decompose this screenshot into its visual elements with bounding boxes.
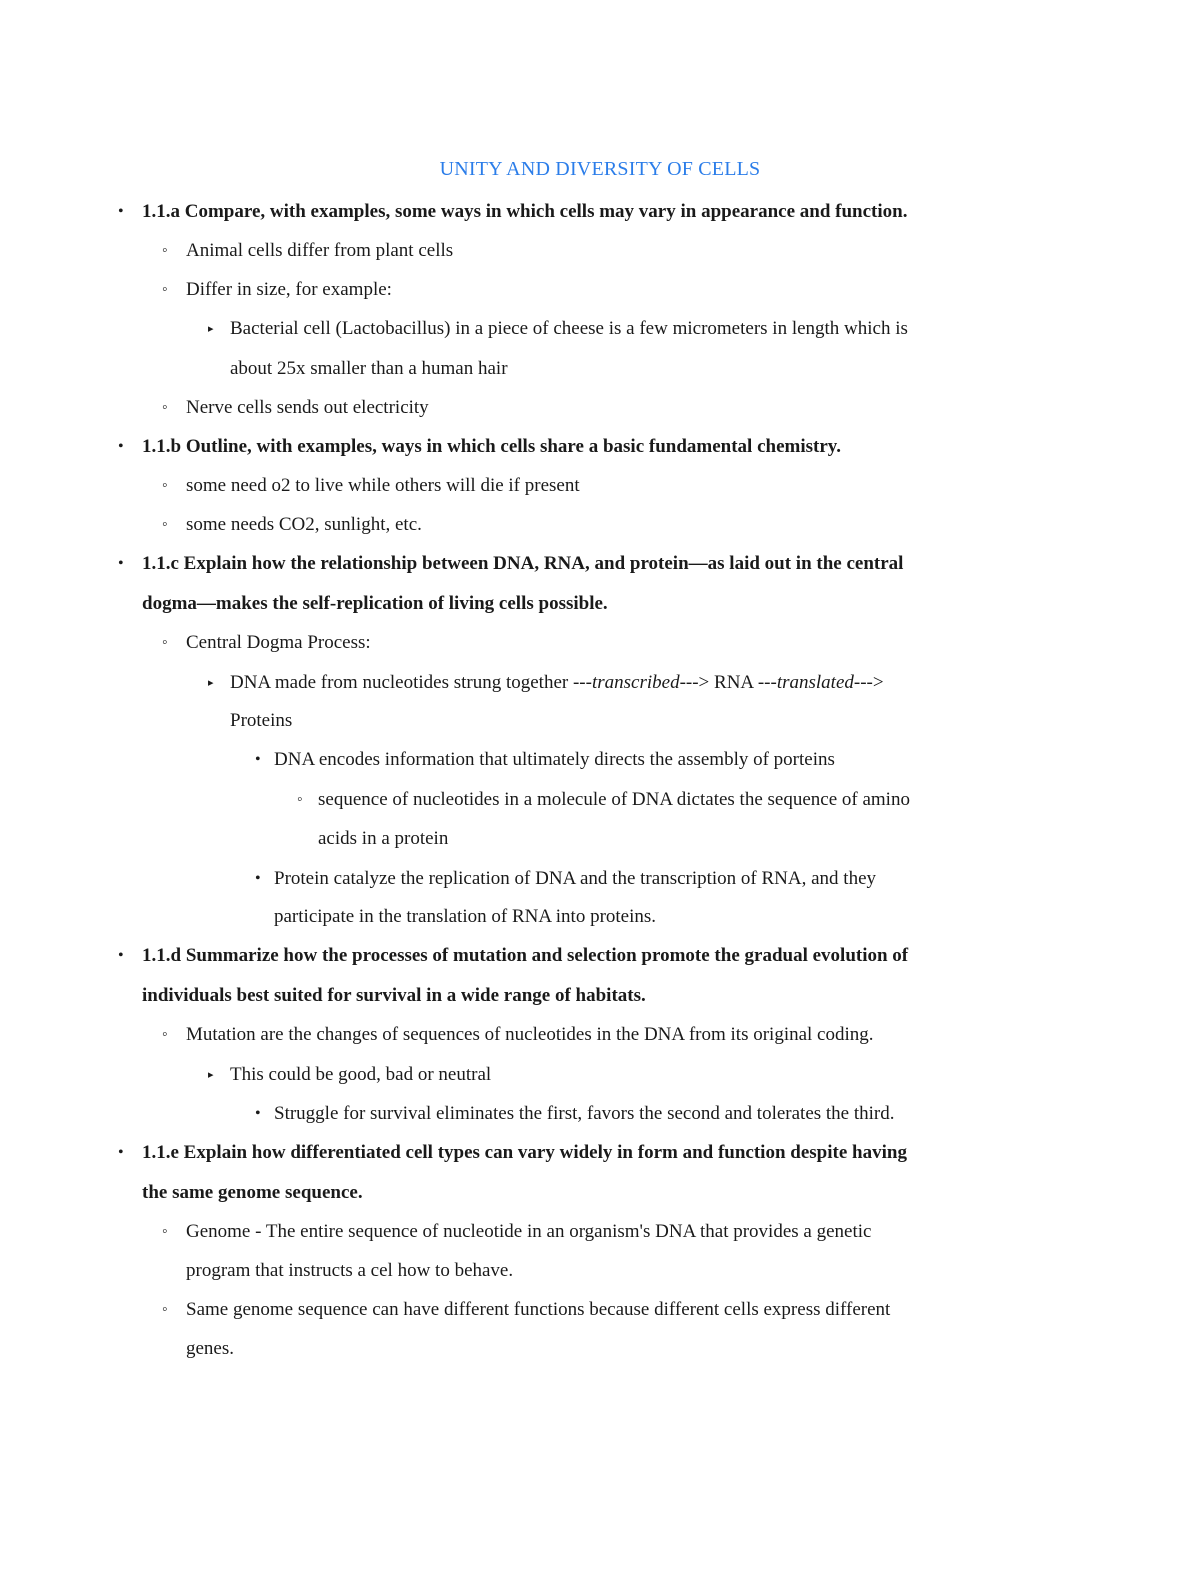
section-b-heading: 1.1.b Outline, with examples, ways in which cells share a basic fundamental chemistry. (142, 436, 841, 457)
document-title: UNITY AND DIVERSITY OF CELLS (439, 158, 761, 180)
list-item-continuation: genes. (186, 1338, 235, 1359)
section-d-heading-continuation: individuals best suited for survival in a wide range of habitats. (142, 985, 646, 1006)
list-item (230, 671, 884, 695)
triangle-bullet-icon: ▸ (208, 677, 214, 689)
circle-bullet-icon: ◦ (297, 791, 303, 808)
circle-bullet-icon: ◦ (162, 1026, 168, 1043)
circle-bullet-icon: ◦ (162, 242, 168, 259)
dogma-text-part: ---> RNA --- (679, 672, 777, 693)
list-item-continuation: Proteins (230, 710, 293, 731)
bullet-icon: • (118, 438, 124, 455)
circle-bullet-icon: ◦ (162, 1223, 168, 1240)
list-item: some need o2 to live while others will die if present (186, 475, 580, 496)
bullet-icon: • (255, 751, 261, 768)
translated-term: translated (776, 672, 854, 693)
list-item: Same genome sequence can have different functions because different cells express different (186, 1299, 891, 1320)
section-c-heading: 1.1.c Explain how the relationship between DNA, RNA, and protein—as laid out in the central (142, 553, 904, 574)
list-item-continuation: participate in the translation of RNA into proteins. (274, 906, 657, 927)
circle-bullet-icon: ◦ (162, 281, 168, 298)
list-item: sequence of nucleotides in a molecule of DNA dictates the sequence of amino (318, 789, 910, 810)
list-item: Genome - The entire sequence of nucleotide in an organism's DNA that provides a genetic (186, 1221, 872, 1242)
list-item: This could be good, bad or neutral (230, 1064, 492, 1085)
bullet-icon: • (118, 555, 124, 572)
list-item: Nerve cells sends out electricity (186, 397, 429, 418)
list-item: some needs CO2, sunlight, etc. (186, 514, 422, 535)
bullet-icon: • (255, 870, 261, 887)
dogma-text-part: ---> (853, 672, 884, 693)
circle-bullet-icon: ◦ (162, 634, 168, 651)
list-item-continuation: about 25x smaller than a human hair (230, 358, 508, 379)
list-item-continuation: program that instructs a cel how to behave. (186, 1260, 514, 1281)
circle-bullet-icon: ◦ (162, 399, 168, 416)
list-item: Protein catalyze the replication of DNA and the transcription of RNA, and they (274, 868, 877, 889)
list-item: Central Dogma Process: (186, 632, 371, 653)
section-d-heading: 1.1.d Summarize how the processes of mutation and selection promote the gradual evolution of (142, 945, 909, 966)
transcribed-term: transcribed (591, 672, 680, 693)
list-item: Bacterial cell (Lactobacillus) in a piece of cheese is a few micrometers in length which is (230, 318, 908, 339)
circle-bullet-icon: ◦ (162, 477, 168, 494)
list-item: Struggle for survival eliminates the first, favors the second and tolerates the third. (274, 1103, 895, 1124)
list-item: Animal cells differ from plant cells (186, 240, 454, 261)
list-item: Differ in size, for example: (186, 279, 392, 300)
section-e-heading: 1.1.e Explain how differentiated cell types can vary widely in form and function despite having (142, 1142, 907, 1163)
bullet-icon: • (118, 1144, 124, 1161)
bullet-icon: • (118, 203, 124, 220)
section-a-heading: 1.1.a Compare, with examples, some ways in which cells may vary in appearance and function. (142, 201, 908, 222)
triangle-bullet-icon: ▸ (208, 323, 214, 335)
triangle-bullet-icon: ▸ (208, 1069, 214, 1081)
circle-bullet-icon: ◦ (162, 1301, 168, 1318)
list-item-continuation: acids in a protein (318, 828, 449, 849)
bullet-icon: • (118, 947, 124, 964)
section-e-heading-continuation: the same genome sequence. (142, 1182, 363, 1203)
list-item: Mutation are the changes of sequences of nucleotides in the DNA from its original coding. (186, 1024, 874, 1045)
section-c-heading-continuation: dogma—makes the self-replication of living cells possible. (142, 593, 608, 614)
list-item: DNA encodes information that ultimately directs the assembly of porteins (274, 749, 835, 770)
bullet-icon: • (255, 1105, 261, 1122)
dogma-text-part: DNA made from nucleotides strung together --- (230, 672, 592, 693)
circle-bullet-icon: ◦ (162, 516, 168, 533)
